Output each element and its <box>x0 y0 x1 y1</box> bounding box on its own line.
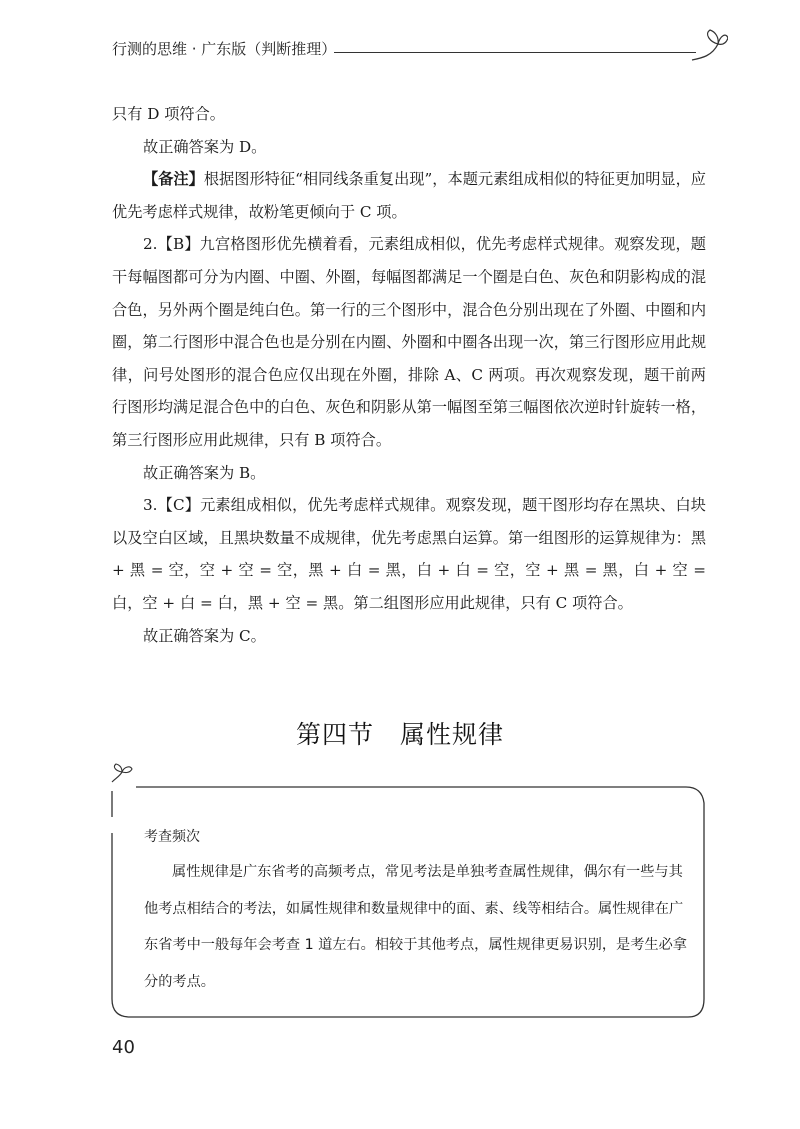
running-title: 行测的思维 · 广东版（判断推理） <box>112 40 337 58</box>
sprout-icon <box>688 24 728 64</box>
question-2-analysis <box>112 228 706 456</box>
note-text: 根据图形特征“相同线条重复出现”，本题元素组成相似的特征更加明显，应优先考虑样式规律，故粉笔更倾向于 C 项。 <box>112 170 706 221</box>
header-rule <box>334 52 696 53</box>
note-paragraph <box>112 163 706 228</box>
answer-conclusion-1: 故正确答案为 D。 <box>143 137 267 156</box>
main-body <box>112 98 706 652</box>
answer-line-1: 只有 D 项符合。 <box>112 105 225 123</box>
frequency-box <box>144 826 692 1000</box>
question-3-text: 元素组成相似，优先考虑样式规律。观察发现，题干图形均存在黑块、白块以及空白区域，且黑块数量不成规律，优先考虑黑白运算。第一组图形的运算规律为：黑 + 黑 = 空，空 + 空 = 空，黑 + 白 = 黑，白 + 白 = 空，空 + 黑 = 黑，白 + 空 = 白，空 + 白 = 白，黑 + 空 = 黑。第二组图形应用此规律，只有 C 项符合。 <box>112 496 706 612</box>
section-title: 第四节 属性规律 <box>295 720 504 749</box>
note-label: 【备注】 <box>143 170 204 189</box>
page-number: 40 <box>112 1037 135 1058</box>
frequency-box-label: 考查频次 <box>144 829 200 845</box>
question-3-label: 3.【C】 <box>143 496 201 515</box>
question-2-text: 九宫格图形优先横着看，元素组成相似，优先考虑样式规律。观察发现，题干每幅图都可分为内圈、中圈、外圈，每幅图都满足一个圈是白色、灰色和阴影构成的混合色，另外两个圈是纯白色。第一行的三个图形中，混合色分别出现在了外圈、中圈和内圈，第二行图形中混合色也是分别在内圈、外圈和中圈各出现一次，第三行图形应用此规律，问号处图形的混合色应仅出现在外圈，排除 A、C 两项。再次观察发现，题干前两行图形均满足混合色中的白色、灰色和阴影从第一幅图至第三幅图依次逆时针旋转一格，第三行图形应用此规律，只有 B 项符合。 <box>112 235 706 449</box>
question-2-label: 2.【B】 <box>143 235 200 254</box>
answer-conclusion-3: 故正确答案为 C。 <box>143 626 266 645</box>
answer-conclusion-2: 故正确答案为 B。 <box>143 463 266 482</box>
running-header <box>112 36 712 66</box>
question-3-analysis <box>112 489 706 619</box>
frequency-box-text: 属性规律是广东省考的高频考点，常见考法是单独考查属性规律，偶尔有一些与其他考点相结合的考法，如属性规律和数量规律中的面、素、线等相结合。属性规律在广东省考中一般每年会考查 1 道左右。相较于其他考点，属性规律更易识别，是考生必拿分的考点。 <box>144 864 687 990</box>
